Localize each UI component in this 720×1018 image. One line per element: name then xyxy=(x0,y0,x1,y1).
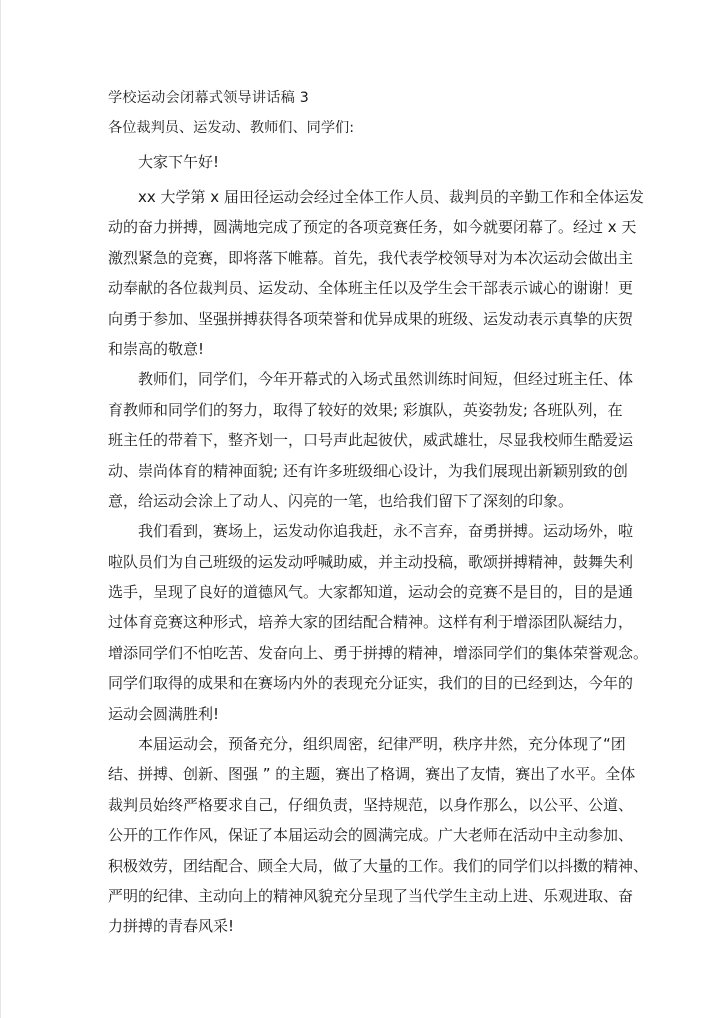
paragraph-line: 严明的纪律、主动向上的精神风貌充分呈现了当代学生主动上进、乐观进取、奋 xyxy=(108,886,634,905)
paragraph-line: 公开的工作作风，保证了本届运动会的圆满完成。广大老师在活动中主动参加、 xyxy=(108,826,634,845)
paragraph-line: 动的奋力拼搏，圆满地完成了预定的各项竞赛任务，如今就要闭幕了。经过 x 天 xyxy=(108,218,637,237)
paragraph-line: 教师们，同学们，今年开幕式的入场式虽然训练时间短，但经过班主任、体 xyxy=(138,370,634,389)
paragraph-line: 选手，呈现了良好的道德风气。大家都知道，运动会的竞赛不是目的，目的是通 xyxy=(108,583,634,602)
paragraph-line: 我们看到，赛场上，运发动你追我赶，永不言弃，奋勇拼搏。运动场外，啦 xyxy=(138,522,634,541)
paragraph-line: 裁判员始终严格要求自己，仔细负责，坚持规范，以身作那么，以公平、公道、 xyxy=(108,795,634,814)
paragraph-line: 向勇于参加、坚强拼搏获得各项荣誉和优异成果的班级、运发动表示真挚的庆贺 xyxy=(108,309,634,328)
paragraph-line: 动、崇尚体育的精神面貌; 还有许多班级细心设计，为我们展现出新颖别致的创 xyxy=(108,461,628,480)
paragraph-line: 增添同学们不怕吃苦、发奋向上、勇于拼搏的精神，增添同学们的集体荣誉观念。 xyxy=(108,643,649,662)
paragraph-line: 结、拼搏、创新、图强 ” 的主题，赛出了格调，赛出了友情，赛出了水平。全体 xyxy=(108,765,636,784)
paragraph-line: 运动会圆满胜利! xyxy=(108,704,220,723)
paragraph-line: 啦队员们为自己班级的运发动呼喊助威，并主动投稿，歌颂拼搏精神，鼓舞失利 xyxy=(108,552,634,571)
paragraph-line: 激烈紧急的竞赛，即将落下帷幕。首先，我代表学校领导对为本次运动会做出主 xyxy=(108,248,634,267)
paragraph-line: 本届运动会，预备充分，组织周密，纪律严明，秩序井然，充分体现了“团 xyxy=(138,735,626,754)
paragraph-line: 过体育竞赛这种形式，培养大家的团结配合精神。这样有利于增添团队凝结力， xyxy=(108,613,634,632)
paragraph-line: 班主任的带着下，整齐划一，口号声此起彼伏，威武雄壮，尽显我校师生酷爱运 xyxy=(108,431,634,450)
paragraph-1 xyxy=(108,182,644,364)
paragraph-3 xyxy=(108,516,649,729)
opening-greeting: 大家下午好! xyxy=(138,153,220,171)
paragraph-line: 同学们取得的成果和在赛场内外的表现充分证实，我们的目的已经到达，今年的 xyxy=(108,674,634,693)
paragraph-4 xyxy=(108,729,649,942)
paragraph-line: 动奉献的各位裁判员、运发动、全体班主任以及学生会干部表示诚心的谢谢！更 xyxy=(108,279,634,298)
paragraph-2 xyxy=(108,364,634,516)
paragraph-line: xx 大学第 x 届田径运动会经过全体工作人员、裁判员的辛勤工作和全体运发 xyxy=(138,188,644,206)
paragraph-line: 积极效劳，团结配合、顾全大局，做了大量的工作。我们的同学们以抖擞的精神、 xyxy=(108,856,649,875)
paragraph-line: 育教师和同学们的努力，取得了较好的效果; 彩旗队，英姿勃发; 各班队列，在 xyxy=(108,400,623,419)
salutation: 各位裁判员、运发动、教师们、同学们: xyxy=(108,120,354,136)
document-title: 学校运动会闭幕式领导讲话稿 3 xyxy=(108,90,309,106)
paragraph-line: 意，给运动会涂上了动人、闪亮的一笔，也给我们留下了深刻的印象。 xyxy=(108,491,574,510)
document-body xyxy=(108,84,649,942)
paragraph-line: 力拼搏的青春风采! xyxy=(108,917,235,936)
paragraph-line: 和崇高的敬意! xyxy=(108,339,205,358)
